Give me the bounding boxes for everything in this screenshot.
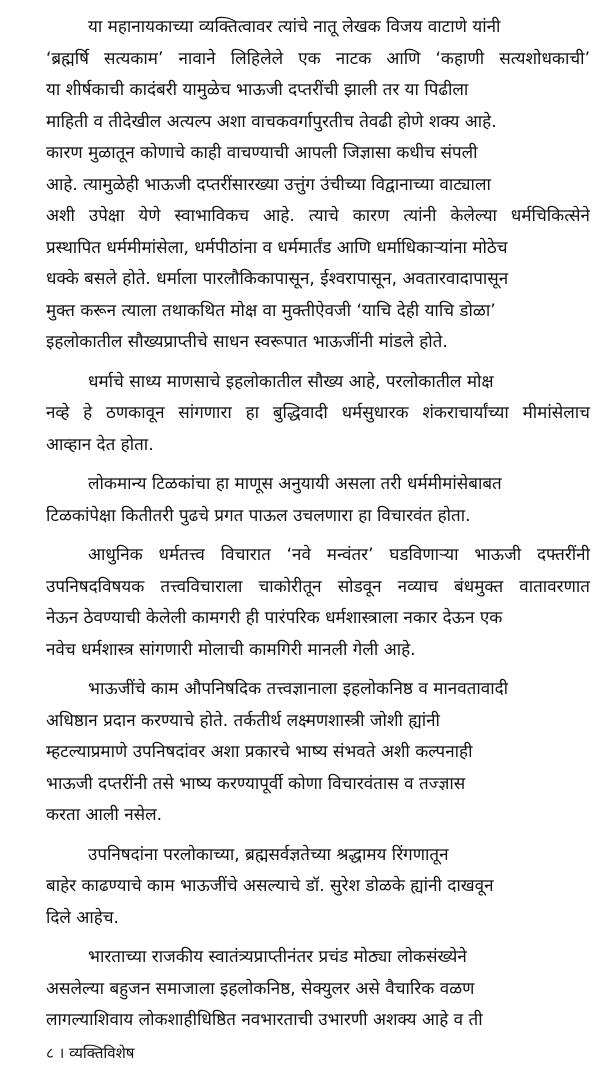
page-footer (46, 1042, 134, 1064)
paragraph (46, 840, 590, 935)
text-line: प्रस्थापित धर्ममीमांसेला, धर्मपीठांना व धर्ममार्तंड आणि धर्माधिकाऱ्यांना मोठेच (46, 237, 508, 258)
text-line: उपनिषदांना परलोकाच्या, ब्रह्मसर्वज्ञतेच्या श्रद्धामय रिंगणातून (88, 844, 449, 865)
text-line: भाऊजींचे काम औपनिषदिक तत्त्वज्ञानाला इहलोकनिष्ठ व मानवतावादी (88, 679, 509, 699)
text-line: उपनिषदविषयक तत्त्वविचाराला चाकोरीतून सोडवून नव्याच बंधमुक्त वातावरणात (46, 576, 590, 597)
text-line: कारण मुळातून कोणाचे काही वाचण्याची आपली जिज्ञासा कधीच संपली (46, 143, 478, 163)
text-line: आधुनिक धर्मतत्त्व विचारात ‘नवे मन्वंतर’ घडविणाऱ्या भाऊजी दफ्तरींनी (88, 545, 591, 565)
text-line: इहलोकातील सौख्यप्राप्तीचे साधन स्वरूपात भाऊजींनी मांडले होते. (46, 332, 448, 352)
text-line: भाऊजी दप्तरींनी तसे भाष्य करण्यापूर्वी कोणा विचारवंतास व तज्ज्ञास (46, 773, 466, 794)
text-line: अधिष्ठान प्रदान करण्याचे होते. तर्कतीर्थ लक्ष्मणशास्त्री जोशी ह्यांनी (46, 710, 440, 731)
paragraph (46, 674, 590, 832)
text-line: अशी उपेक्षा येणे स्वाभाविकच आहे. त्याचे कारण त्यांनी केलेल्या धर्मचिकित्सेने (46, 206, 590, 226)
text-line: करता आली नसेल. (46, 805, 163, 825)
text-line: या शीर्षकाची कादंबरी यामुळेच भाऊजी दप्तरींची झाली तर या पिढीला (46, 80, 469, 100)
text-line: आहे. त्यामुळेही भाऊजी दप्तरींसारख्या उत्तुंग उंचीच्या विद्वानाच्या वाट्याला (46, 174, 491, 195)
text-line: म्हटल्याप्रमाणे उपनिषदांवर अशा प्रकारचे भाष्य संभवते अशी कल्पनाही (46, 742, 473, 762)
text-line: माहिती व तीदेखील अत्यल्प अशा वाचकवर्गापुरतीच तेवढी होणे शक्य आहे. (46, 111, 497, 132)
text-line: दिले आहेच. (46, 907, 119, 928)
paragraph (46, 367, 590, 462)
paragraph (46, 12, 590, 359)
text-line: नेऊन ठेवण्याची केलेली कामगरी ही पारंपरिक धर्मशास्त्राला नकार देऊन एक (46, 608, 503, 628)
text-line: लोकमान्य टिळकांचा हा माणूस अनुयायी असला तरी धर्ममीमांसेबाबत (88, 474, 502, 494)
text-line: नव्हे हे ठणकावून सांगणारा हा बुद्धिवादी धर्मसुधारक शंकराचार्यांच्या मीमांसेलाच (46, 403, 590, 423)
body-text (46, 12, 590, 1045)
text-line: धर्माचे साध्य माणसाचे इहलोकातील सौख्य आहे, परलोकातील मोक्ष (88, 371, 494, 392)
text-line: धक्के बसले होते. धर्माला पारलौकिकापासून, ईश्वरापासून, अवतारवादापासून (46, 269, 509, 289)
text-line: आव्हान देत होता. (46, 434, 154, 455)
text-line: भारताच्या राजकीय स्वातंत्र्यप्राप्तीनंतर प्रचंड मोठ्या लोकसंख्येने (88, 947, 467, 967)
text-line: मुक्त करून त्याला तथाकथित मोक्ष वा मुक्तीऐवजी ‘याचि देही याचि डोळा’ (46, 300, 496, 321)
paragraph (46, 942, 590, 1037)
text-line: या महानायकाच्या व्यक्तित्वावर त्यांचे नातू लेखक विजय वाटाणे यांनी (88, 17, 501, 37)
text-line: ‘ब्रह्मर्षि सत्यकाम’ नावाने लिहिलेले एक नाटक आणि ‘कहाणी सत्यशोधकाची’ (46, 48, 590, 69)
text-line: बाहेर काढण्याचे काम भाऊजींचे असल्याचे डॉ. सुरेश डोळके ह्यांनी दाखवून (46, 876, 494, 896)
paragraph (46, 540, 590, 666)
text-line: असलेल्या बहुजन समाजाला इहलोकनिष्ठ, सेक्युलर असे वैचारिक वळण (46, 978, 475, 999)
running-title: व्यक्तिविशेष (69, 1044, 135, 1062)
footer-separator: । (58, 1044, 65, 1062)
page-number: ८ (46, 1044, 54, 1062)
text-line: लागल्याशिवाय लोकशाहीधिष्ठित नवभारताची उभारणी अशक्य आहे व ती (46, 1010, 483, 1030)
text-line: नवेच धर्मशास्त्र सांगणारी मोलाची कामगिरी मानली गेली आहे. (46, 639, 416, 660)
text-line: टिळकांपेक्षा कितीतरी पुढचे प्रगत पाऊल उचलणारा हा विचारवंत होता. (46, 505, 471, 526)
paragraph (46, 469, 590, 532)
